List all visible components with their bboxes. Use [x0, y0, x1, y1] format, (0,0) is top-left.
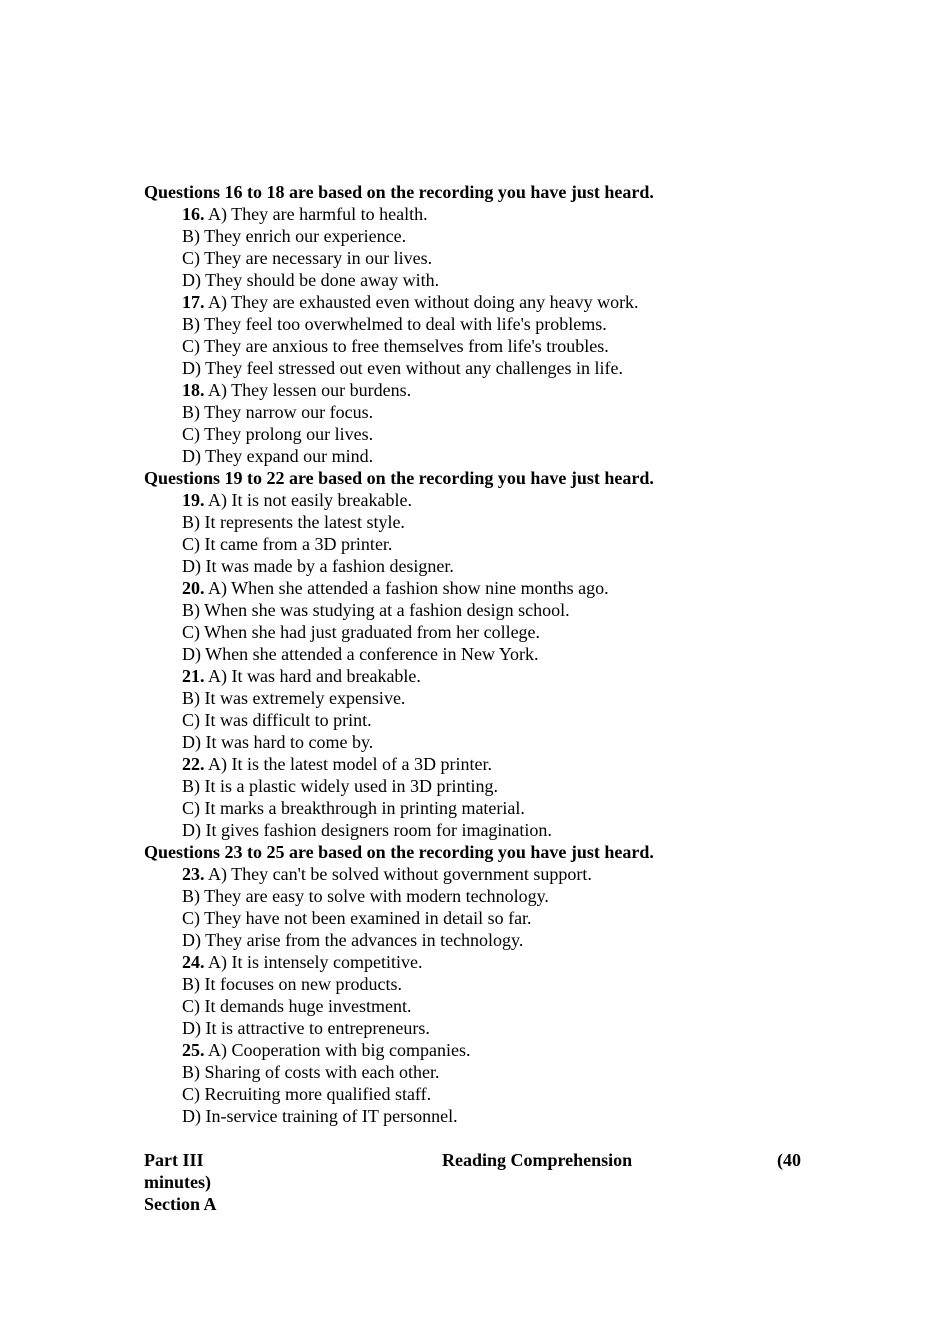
question-number: 17. [182, 292, 205, 312]
question-number: 20. [182, 578, 205, 598]
option-text: A) It is intensely competitive. [208, 952, 423, 972]
group-heading: Questions 19 to 22 are based on the recording you have just heard. [144, 468, 654, 488]
option-text: D) They arise from the advances in technology. [182, 930, 524, 950]
question-option [144, 335, 804, 357]
option-text: D) It was made by a fashion designer. [182, 556, 454, 576]
question-first-option [144, 863, 804, 885]
option-text: B) They narrow our focus. [182, 402, 374, 422]
question-option [144, 1105, 804, 1127]
question-option [144, 225, 804, 247]
option-text: B) It is a plastic widely used in 3D printing. [182, 776, 498, 796]
option-text: B) It represents the latest style. [182, 512, 405, 532]
question-option [144, 995, 804, 1017]
question-number: 16. [182, 204, 205, 224]
option-text: A) They can't be solved without government support. [208, 864, 592, 884]
question-option [144, 423, 804, 445]
option-text: A) It was hard and breakable. [208, 666, 421, 686]
spacer [144, 1127, 804, 1149]
option-text: D) When she attended a conference in New York. [182, 644, 539, 664]
question-first-option [144, 665, 804, 687]
option-text: B) It was extremely expensive. [182, 688, 406, 708]
section-label: Section A [144, 1194, 217, 1214]
question-option [144, 445, 804, 467]
option-text: A) It is not easily breakable. [208, 490, 412, 510]
option-text: B) It focuses on new products. [182, 974, 402, 994]
option-text: C) It marks a breakthrough in printing material. [182, 798, 525, 818]
question-option [144, 533, 804, 555]
option-text: D) It is attractive to entrepreneurs. [182, 1018, 430, 1038]
question-first-option [144, 203, 804, 225]
option-text: C) It came from a 3D printer. [182, 534, 393, 554]
question-number: 24. [182, 952, 205, 972]
option-text: C) They are necessary in our lives. [182, 248, 433, 268]
question-number: 25. [182, 1040, 205, 1060]
option-text: B) They feel too overwhelmed to deal with life's problems. [182, 314, 607, 334]
question-option [144, 973, 804, 995]
question-option [144, 313, 804, 335]
question-number: 21. [182, 666, 205, 686]
question-option [144, 687, 804, 709]
option-text: C) They prolong our lives. [182, 424, 374, 444]
option-text: A) It is the latest model of a 3D printer. [208, 754, 492, 774]
option-text: D) They expand our mind. [182, 446, 374, 466]
option-text: C) They have not been examined in detail so far. [182, 908, 532, 928]
option-text: A) When she attended a fashion show nine months ago. [208, 578, 609, 598]
group-heading: Questions 23 to 25 are based on the recording you have just heard. [144, 842, 654, 862]
question-number: 18. [182, 380, 205, 400]
question-first-option [144, 753, 804, 775]
question-option [144, 599, 804, 621]
option-text: C) Recruiting more qualified staff. [182, 1084, 432, 1104]
option-text: D) It gives fashion designers room for imagination. [182, 820, 552, 840]
question-option [144, 907, 804, 929]
question-option [144, 401, 804, 423]
question-option [144, 511, 804, 533]
option-text: D) It was hard to come by. [182, 732, 374, 752]
part-header [144, 1149, 804, 1171]
option-text: A) Cooperation with big companies. [208, 1040, 471, 1060]
question-first-option [144, 291, 804, 313]
question-option [144, 643, 804, 665]
group-heading: Questions 16 to 18 are based on the recording you have just heard. [144, 182, 654, 202]
question-option [144, 929, 804, 951]
question-option [144, 247, 804, 269]
option-text: D) They feel stressed out even without any challenges in life. [182, 358, 624, 378]
question-number: 23. [182, 864, 205, 884]
option-text: C) It was difficult to print. [182, 710, 372, 730]
question-option [144, 819, 804, 841]
part-time-end: minutes) [144, 1172, 211, 1192]
question-option [144, 269, 804, 291]
question-option [144, 797, 804, 819]
option-text: B) They enrich our experience. [182, 226, 407, 246]
option-text: C) When she had just graduated from her college. [182, 622, 541, 642]
question-number: 19. [182, 490, 205, 510]
part-time-start: (40 [777, 1150, 801, 1170]
question-option [144, 555, 804, 577]
question-first-option [144, 379, 804, 401]
option-text: B) They are easy to solve with modern technology. [182, 886, 549, 906]
option-text: C) They are anxious to free themselves from life's troubles. [182, 336, 609, 356]
question-groups [144, 181, 804, 1127]
part-label: Part III [144, 1150, 204, 1170]
question-option [144, 1061, 804, 1083]
option-text: B) When she was studying at a fashion design school. [182, 600, 570, 620]
question-option [144, 885, 804, 907]
option-text: A) They are harmful to health. [208, 204, 428, 224]
question-option [144, 1083, 804, 1105]
question-number: 22. [182, 754, 205, 774]
question-option [144, 775, 804, 797]
part-title: Reading Comprehension [442, 1150, 633, 1170]
question-first-option [144, 489, 804, 511]
question-first-option [144, 951, 804, 973]
option-text: A) They lessen our burdens. [208, 380, 412, 400]
question-first-option [144, 577, 804, 599]
question-option [144, 731, 804, 753]
question-option [144, 1017, 804, 1039]
document-body [144, 181, 804, 1215]
option-text: D) In-service training of IT personnel. [182, 1106, 458, 1126]
question-option [144, 709, 804, 731]
question-first-option [144, 1039, 804, 1061]
option-text: C) It demands huge investment. [182, 996, 412, 1016]
question-option [144, 621, 804, 643]
option-text: A) They are exhausted even without doing any heavy work. [208, 292, 639, 312]
option-text: D) They should be done away with. [182, 270, 440, 290]
question-option [144, 357, 804, 379]
option-text: B) Sharing of costs with each other. [182, 1062, 440, 1082]
